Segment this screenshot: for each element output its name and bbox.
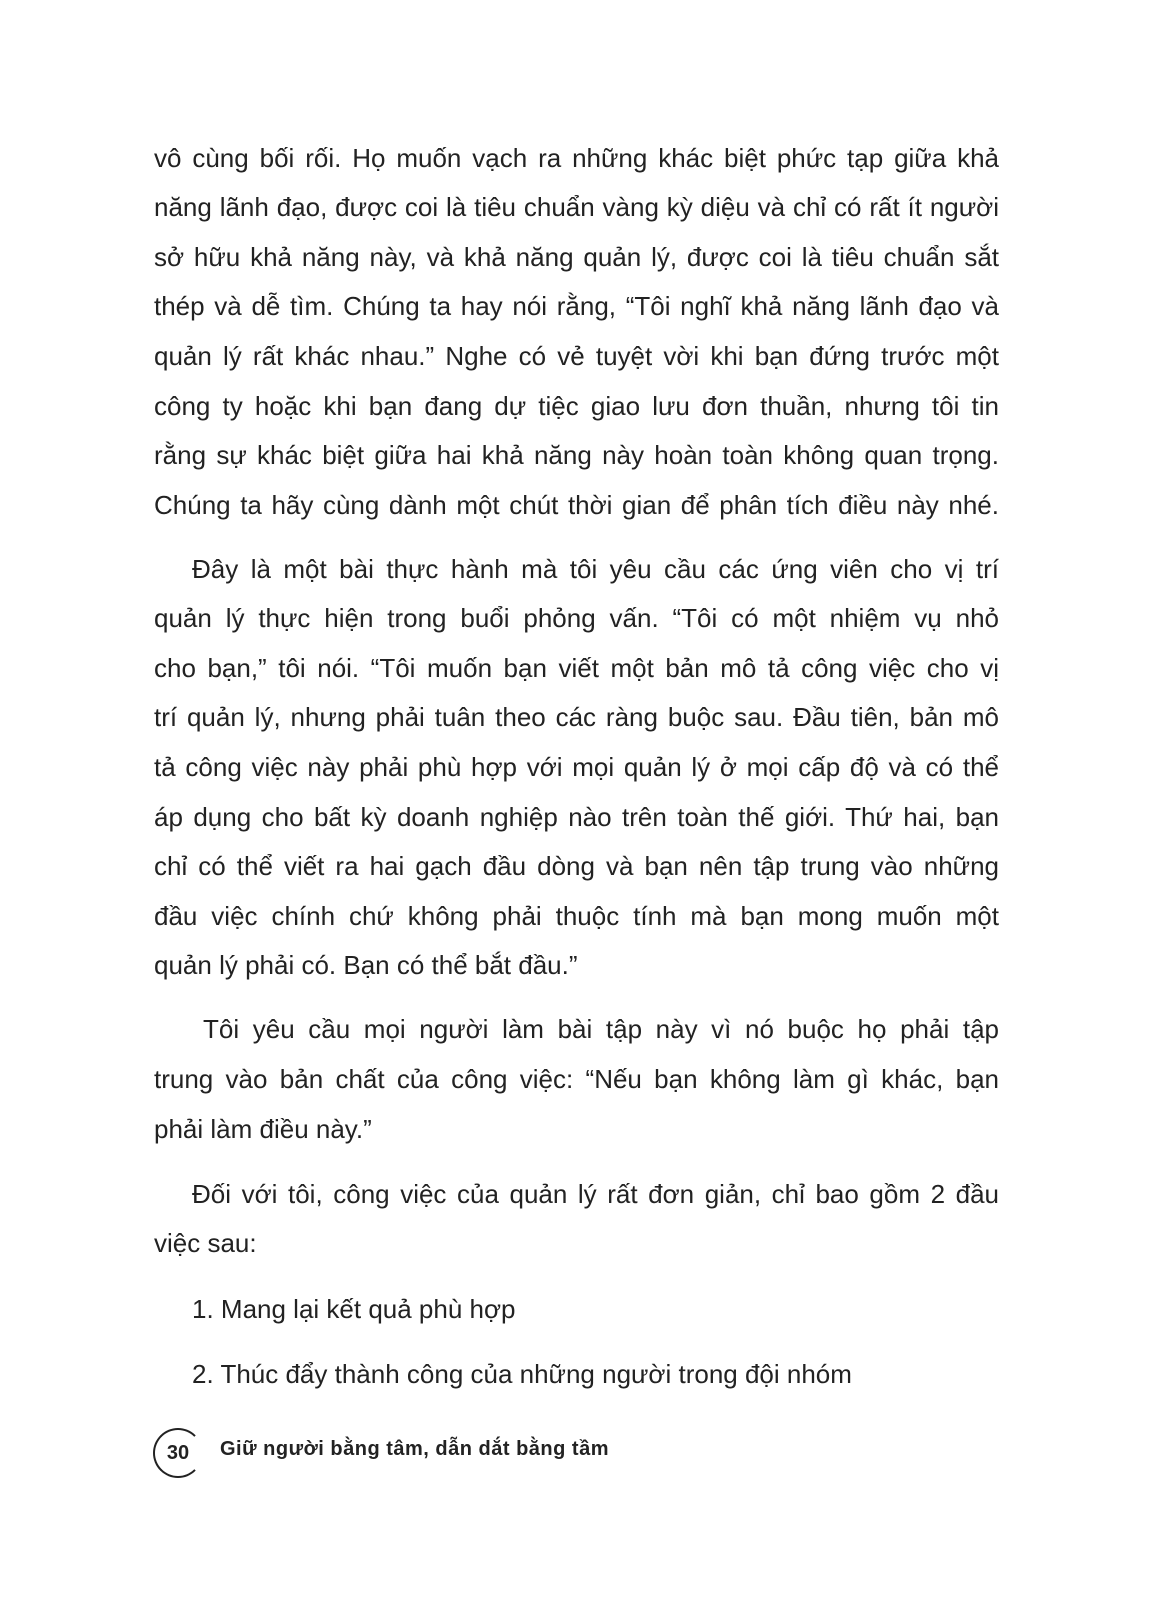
text-line: áp dụng cho bất kỳ doanh nghiệp nào trên toàn thế giới. Thứ hai, bạn <box>154 802 999 832</box>
text-line: quản lý rất khác nhau.” Nghe có vẻ tuyệt vời khi bạn đứng trước một <box>154 341 999 371</box>
text-line: việc sau: <box>154 1228 257 1258</box>
text-line: Đây là một bài thực hành mà tôi yêu cầu các ứng viên cho vị trí <box>192 554 999 584</box>
text-line: quản lý phải có. Bạn có thể bắt đầu.” <box>154 950 578 980</box>
text-line: vô cùng bối rối. Họ muốn vạch ra những khác biệt phức tạp giữa khả <box>154 143 999 173</box>
text-line: Chúng ta hãy cùng dành một chút thời gian để phân tích điều này nhé. <box>154 490 999 520</box>
text-line: chỉ có thể viết ra hai gạch đầu dòng và bạn nên tập trung vào những <box>154 851 999 881</box>
text-line: tả công việc này phải phù hợp với mọi quản lý ở mọi cấp độ và có thể <box>154 752 999 782</box>
list-item: 1. Mang lại kết quả phù hợp <box>192 1294 516 1324</box>
text-line: đầu việc chính chứ không phải thuộc tính mà bạn mong muốn một <box>154 901 999 931</box>
text-line: rằng sự khác biệt giữa hai khả năng này hoàn toàn không quan trọng. <box>154 440 999 470</box>
text-line: phải làm điều này.” <box>154 1114 372 1144</box>
text-line: thép và dễ tìm. Chúng ta hay nói rằng, “Tôi nghĩ khả năng lãnh đạo và <box>154 291 999 321</box>
text-line: Tôi yêu cầu mọi người làm bài tập này vì nó buộc họ phải tập <box>203 1014 999 1044</box>
list-item: 2. Thúc đẩy thành công của những người trong đội nhóm <box>192 1359 852 1389</box>
text-line: sở hữu khả năng này, và khả năng quản lý, được coi là tiêu chuẩn sắt <box>154 242 999 272</box>
text-line: cho bạn,” tôi nói. “Tôi muốn bạn viết một bản mô tả công việc cho vị <box>154 653 999 683</box>
text-line: trí quản lý, nhưng phải tuân theo các ràng buộc sau. Đầu tiên, bản mô <box>154 702 999 732</box>
text-line: Đối với tôi, công việc của quản lý rất đơn giản, chỉ bao gồm 2 đầu <box>192 1179 999 1209</box>
page-number: 30 <box>153 1428 203 1478</box>
text-line: trung vào bản chất của công việc: “Nếu bạn không làm gì khác, bạn <box>154 1064 999 1094</box>
book-title: Giữ người bằng tâm, dẫn dắt bằng tầm <box>220 1438 609 1460</box>
text-line: năng lãnh đạo, được coi là tiêu chuẩn vàng kỳ diệu và chỉ có rất ít người <box>154 192 999 222</box>
text-line: quản lý thực hiện trong buổi phỏng vấn. “Tôi có một nhiệm vụ nhỏ <box>154 603 999 633</box>
text-line: công ty hoặc khi bạn đang dự tiệc giao lưu đơn thuần, nhưng tôi tin <box>154 391 999 421</box>
